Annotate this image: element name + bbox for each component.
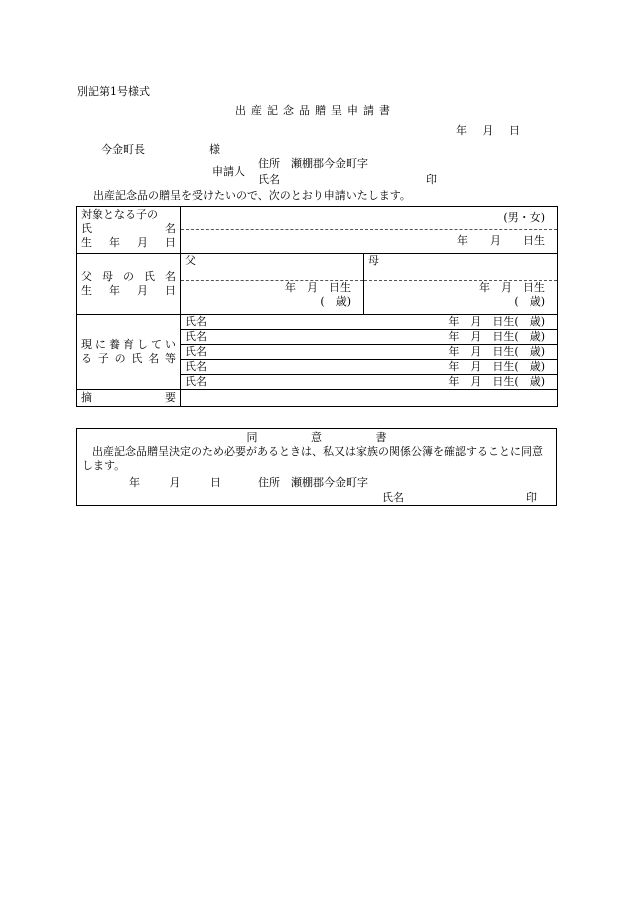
consent-text: 出産記念品贈呈決定のため必要があるときは、私又は家族の関係公簿を確認することに同意します。 [82, 445, 543, 472]
remarks-field[interactable] [181, 390, 558, 407]
father-birth: 年 月 日生 [285, 281, 351, 294]
father-age: ( 歳) [320, 295, 351, 308]
rearing-entry[interactable]: 氏名 年 月 日生( 歳) [181, 345, 558, 360]
gender: (男・女) [181, 207, 557, 230]
consent-address: 住所 瀬棚郡今金町字 [258, 476, 368, 489]
remarks-row [77, 390, 558, 407]
rearing-entry[interactable]: 氏名 年 月 日生( 歳) [181, 360, 558, 375]
consent-box [76, 428, 557, 506]
addressee: 今金町長 [101, 143, 145, 156]
applicant-address: 住所 瀬棚郡今金町字 [258, 157, 368, 170]
mother-label: 母 [364, 254, 557, 281]
consent-name-label: 氏名 [382, 491, 404, 504]
father-label: 父 [181, 254, 363, 281]
application-table [76, 206, 558, 407]
page-title: 出産記念品贈呈申請書 [235, 104, 395, 117]
consent-title: 同 意 書 [246, 431, 387, 444]
child-row [77, 207, 558, 254]
consent-date: 年 月 日 [129, 476, 221, 489]
rearing-label-line2: る 子 の 氏 名 等 [81, 352, 176, 365]
applicant-seal: 印 [426, 173, 437, 186]
intro-text: 出産記念品の贈呈を受けたいので、次のとおり申請いたします。 [93, 189, 411, 202]
addressee-suffix: 様 [209, 143, 220, 156]
rearing-entry[interactable]: 氏名 年 月 日生( 歳) [181, 315, 558, 330]
applicant-label: 申請人 [212, 165, 245, 178]
child-label-cell [77, 207, 181, 254]
child-input-cell[interactable] [181, 207, 558, 254]
child-label-line2: 氏 名 [81, 222, 176, 235]
rearing-row [77, 315, 558, 330]
parent-label-line2: 生 年 月 日 [81, 284, 176, 297]
parent-label-cell [77, 254, 181, 315]
rearing-label-line1: 現 に 養 育 し て い [81, 338, 176, 351]
mother-cell[interactable] [364, 254, 558, 315]
applicant-name-label: 氏名 [258, 173, 280, 186]
rearing-entry[interactable]: 氏名 年 月 日生( 歳) [181, 375, 558, 390]
father-cell[interactable] [181, 254, 364, 315]
child-label-line3: 生 年 月 日 [81, 236, 176, 249]
consent-seal: 印 [526, 491, 537, 504]
rearing-entry[interactable]: 氏名 年 月 日生( 歳) [181, 330, 558, 345]
parent-row [77, 254, 558, 315]
application-date: 年 月 日 [456, 124, 520, 137]
mother-age: ( 歳) [514, 295, 545, 308]
child-label-line1: 対象となる子の [81, 208, 158, 221]
remarks-label: 摘 要 [77, 390, 181, 407]
parent-label-line1: 父 母 の 氏 名 [81, 270, 176, 283]
rearing-label-cell [77, 315, 181, 390]
child-birth-date: 年 月 日生 [457, 234, 545, 247]
form-number-label: 別記第1号様式 [77, 85, 150, 98]
mother-birth: 年 月 日生 [479, 281, 545, 294]
